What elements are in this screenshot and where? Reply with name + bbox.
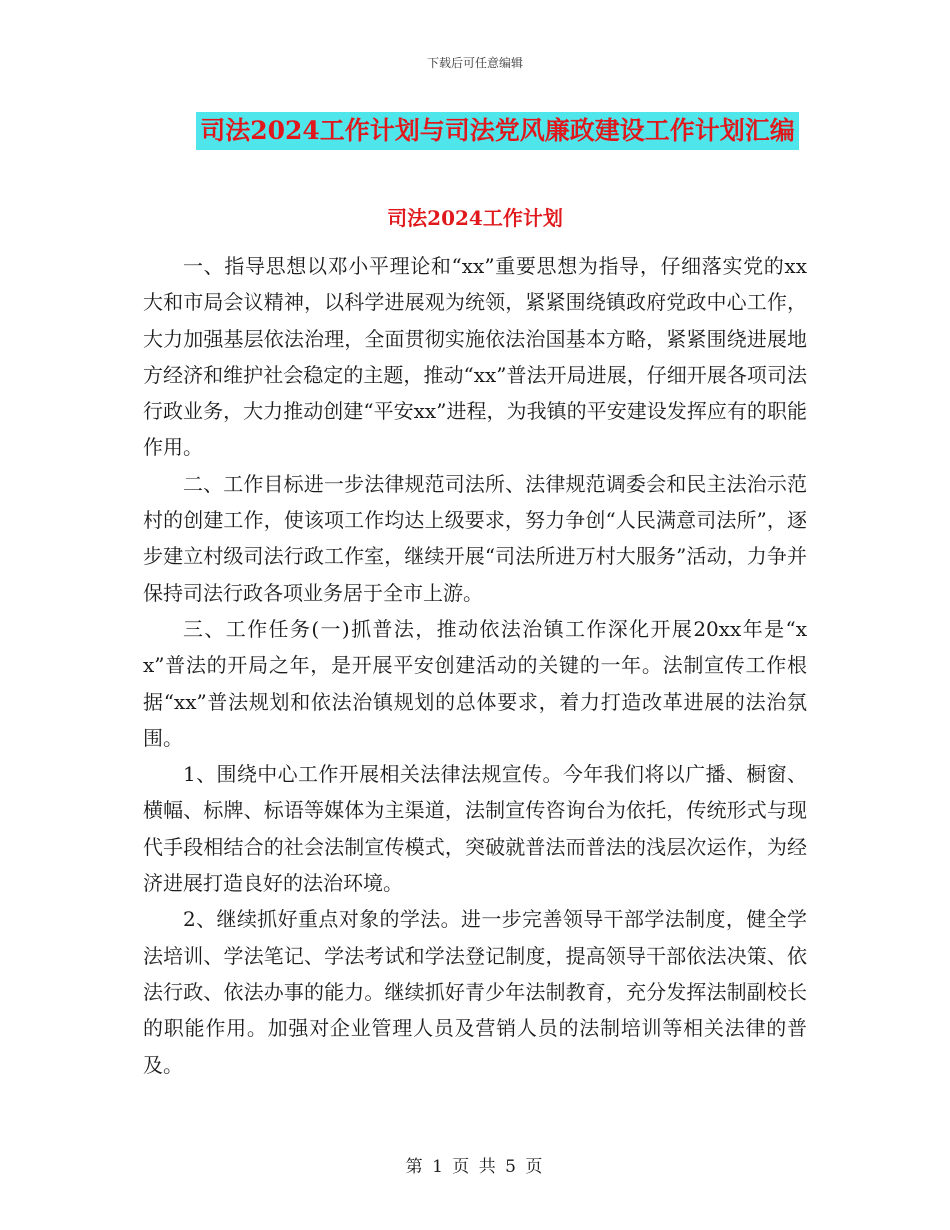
paragraph-task-2: 2、继续抓好重点对象的学法。进一步完善领导干部学法制度，健全学法培训、学法笔记、学法考试和学法登记制度，提高领导干部依法决策、依法行政、依法办事的能力。继续抓好青少年法制教育，充分发挥法制副校长的职能作用。加强对企业管理人员及营销人员的法制培训等相关法律的普及。: [143, 907, 807, 1077]
header-note: 下载后可任意编辑: [426, 56, 523, 70]
section-title: 司法2024工作计划: [387, 206, 563, 230]
paragraph-work-goals: 二、工作目标进一步法律规范司法所、法律规范调委会和民主法治示范村的创建工作，使该项工作均达上级要求，努力争创“人民满意司法所”，逐步建立村级司法行政工作室，继续开展“司法所进万村大服务”活动，力争并保持司法行政各项业务居于全市上游。: [143, 471, 807, 605]
paragraph-task-1: 1、围绕中心工作开展相关法律法规宣传。今年我们将以广播、橱窗、横幅、标牌、标语等媒体为主渠道，法制宣传咨询台为依托，传统形式与现代手段相结合的社会法制宣传模式，突破就普法而普法的浅层次运作，为经济进展打造良好的法治环境。: [143, 762, 807, 896]
document-title-block: [0, 112, 950, 150]
paragraph-work-tasks: 三、工作任务(一)抓普法，推动依法治镇工作深化开展20xx年是“xx”普法的开局之年，是开展平安创建活动的关键的一年。法制宣传工作根据“xx”普法规划和依法治镇规划的总体要求，着力打造改革进展的法治氛围。: [143, 616, 807, 750]
paragraph-guiding-ideology: 一、指导思想以邓小平理论和“xx”重要思想为指导，仔细落实党的xx大和市局会议精神，以科学进展观为统领，紧紧围绕镇政府党政中心工作，大力加强基层依法治理，全面贯彻实施依法治国基本方略，紧紧围绕进展地方经济和维护社会稳定的主题，推动“xx”普法开局进展，仔细开展各项司法行政业务，大力推动创建“平安xx”进程，为我镇的平安建设发挥应有的职能作用。: [143, 254, 807, 460]
document-title: 司法2024工作计划与司法党风廉政建设工作计划汇编: [196, 112, 799, 150]
page-footer: 第 1 页 共 5 页: [405, 1157, 545, 1177]
document-body: [143, 248, 807, 1083]
